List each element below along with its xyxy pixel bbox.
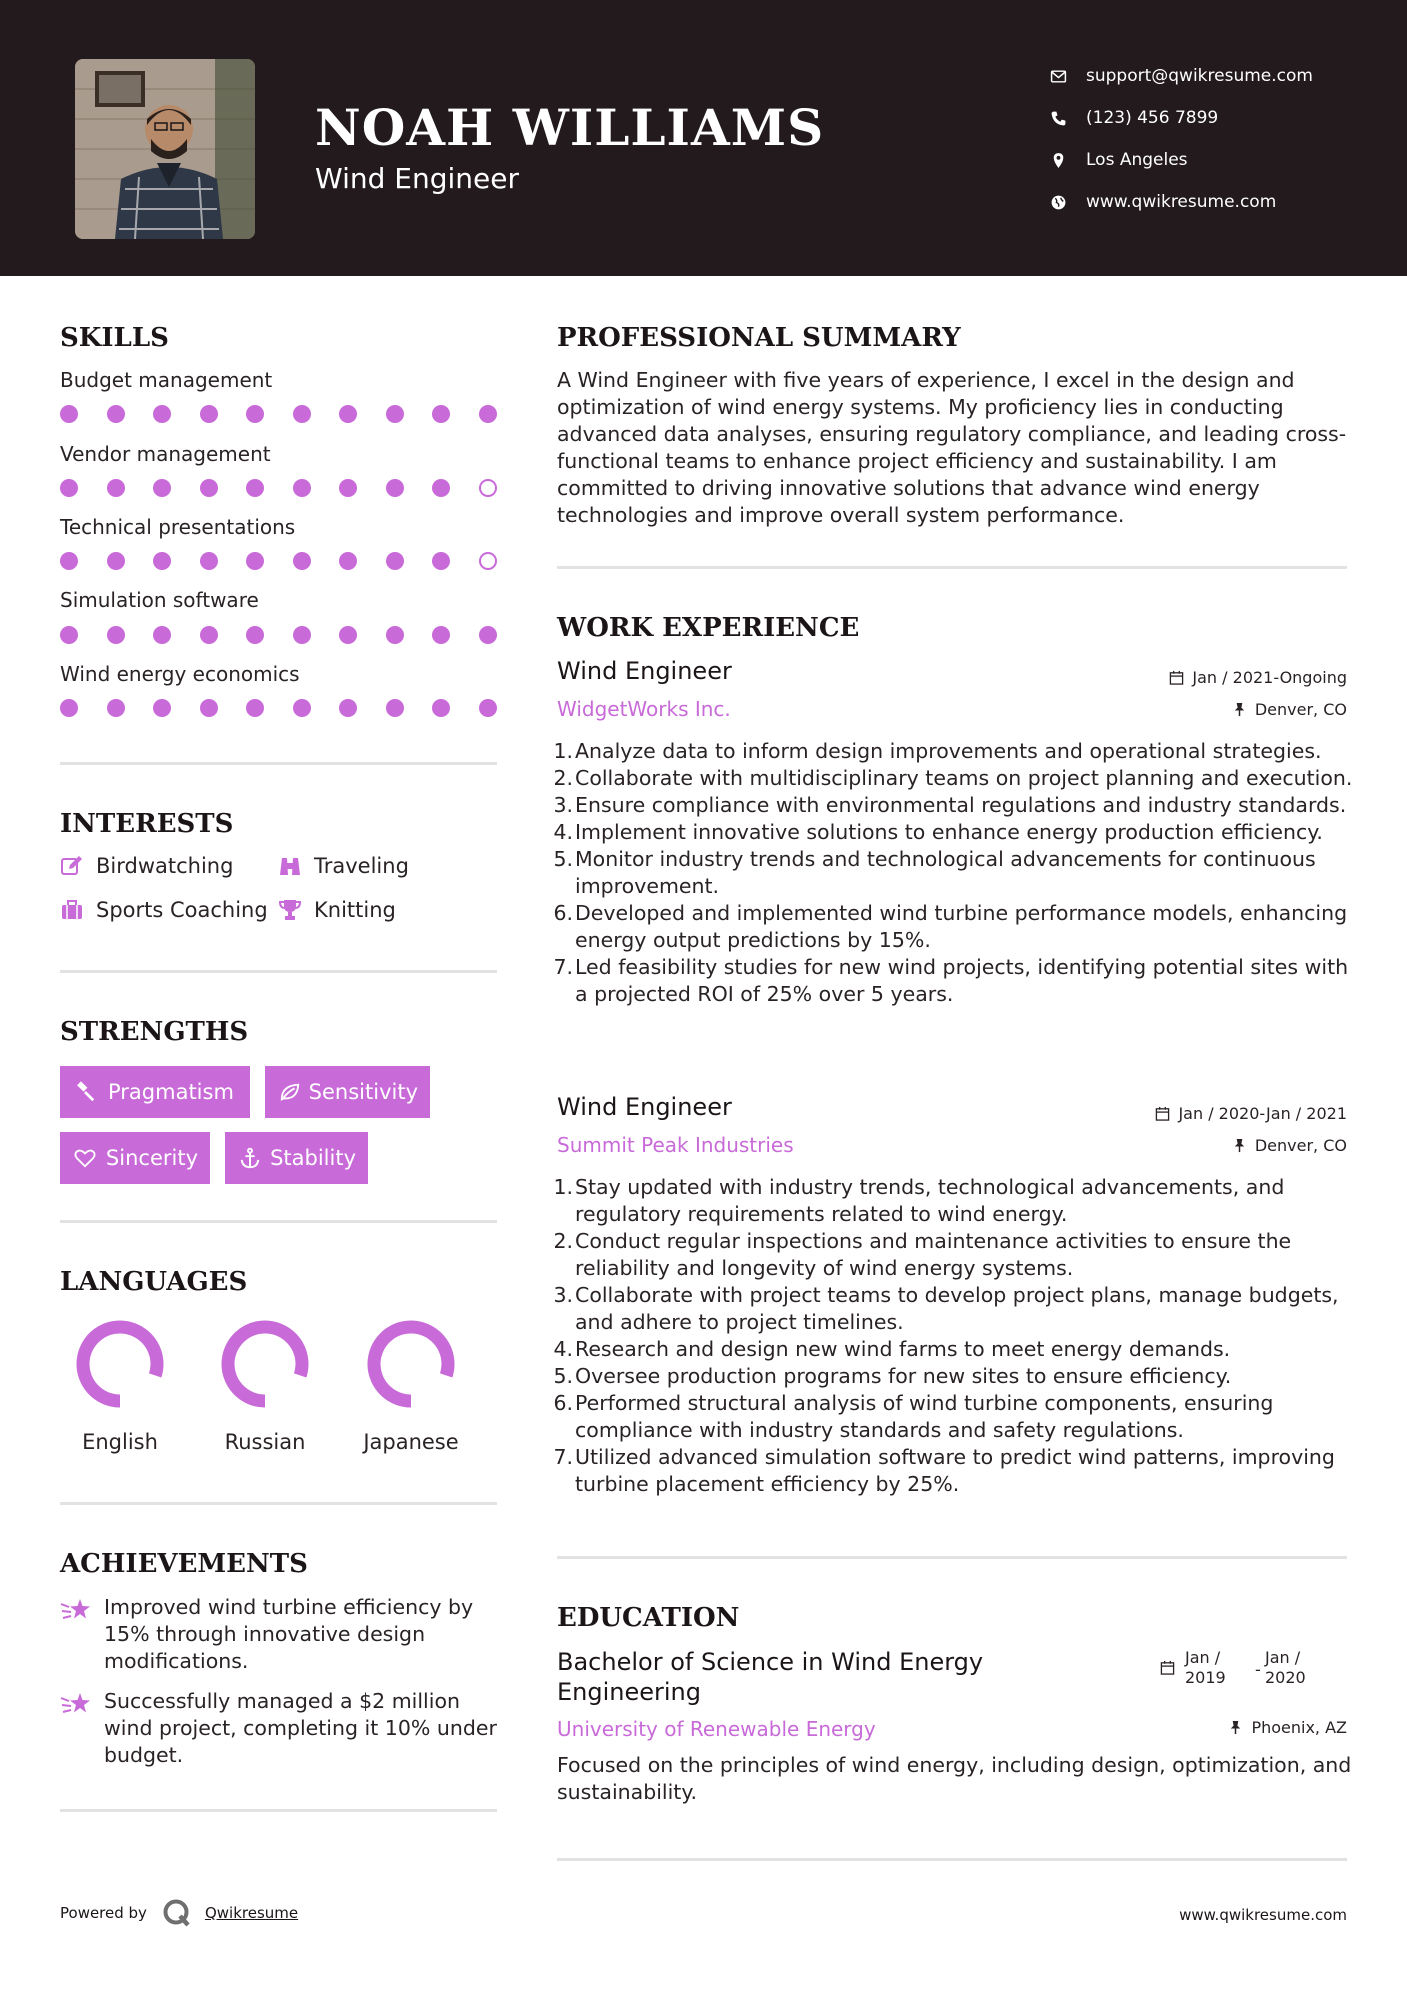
company-name: WidgetWorks Inc.	[557, 697, 731, 721]
rating-dot-filled	[432, 479, 450, 497]
rating-dot-filled	[246, 479, 264, 497]
skill-name: Budget management	[60, 368, 273, 392]
strength-label: Stability	[270, 1146, 356, 1170]
rating-dot-filled	[339, 626, 357, 644]
pushpin-icon	[1232, 1138, 1247, 1153]
strengths-title: STRENGTHS	[60, 1017, 249, 1047]
job-date-text: Jan / 2021-Ongoing	[1192, 668, 1347, 687]
powered-by-label: Powered by	[60, 1904, 147, 1922]
rating-dot-filled	[339, 479, 357, 497]
rating-dot-filled	[200, 405, 218, 423]
education-description: Focused on the principles of wind energy, including design, optimization, and sustainability.	[557, 1753, 1352, 1804]
rating-dot-filled	[432, 699, 450, 717]
rating-dot-filled	[432, 626, 450, 644]
achievement-item	[60, 1688, 500, 1769]
education-date-start: Jan / 2019	[1185, 1648, 1226, 1687]
interest-label: Knitting	[314, 898, 396, 922]
job-bullet: 4. Implement innovative solutions to enhance energy production efficiency.	[553, 820, 1323, 844]
interests-title: INTERESTS	[60, 809, 234, 839]
rating-dot-empty	[479, 479, 497, 497]
job-bullet: 1. Analyze data to inform design improvements and operational strategies.	[553, 739, 1322, 763]
rating-dot-filled	[60, 479, 78, 497]
rating-dot-filled	[432, 405, 450, 423]
rating-dot-filled	[479, 405, 497, 423]
skill-rating	[60, 405, 500, 425]
education-date-end: Jan / 2020	[1265, 1648, 1306, 1687]
strength-label: Sensitivity	[308, 1080, 418, 1104]
pushpin-icon	[1228, 1720, 1243, 1735]
job-bullet: 1. Stay updated with industry trends, technological advancements, and regulatory requirements related to wind energy.	[553, 1175, 1285, 1226]
section-divider	[557, 1858, 1347, 1861]
binoculars-icon	[278, 853, 314, 879]
job-bullet: 7. Utilized advanced simulation software to predict wind patterns, improving turbine placement efficiency by 25%.	[553, 1445, 1335, 1496]
language-name: English	[82, 1430, 158, 1454]
language-item	[346, 1316, 476, 1454]
rating-dot-filled	[200, 699, 218, 717]
contact-location	[1050, 139, 1370, 181]
rating-dot-filled	[386, 479, 404, 497]
experience-title: WORK EXPERIENCE	[557, 613, 860, 643]
achievements-title: ACHIEVEMENTS	[60, 1549, 308, 1579]
phone-icon	[1050, 108, 1086, 128]
job-bullet: 2. Collaborate with multidisciplinary teams on project planning and execution.	[553, 766, 1353, 790]
contact-email-text: support@qwikresume.com	[1086, 66, 1313, 86]
section-divider	[60, 762, 497, 765]
rating-dot-filled	[200, 626, 218, 644]
rating-dot-filled	[293, 479, 311, 497]
education-location-text: Phoenix, AZ	[1251, 1718, 1347, 1737]
qwikresume-link[interactable]: Qwikresume	[204, 1904, 299, 1922]
resume-header	[0, 0, 1407, 276]
interest-item	[278, 853, 409, 879]
language-item	[200, 1316, 330, 1454]
pushpin-icon	[1232, 702, 1247, 717]
job-bullet: 6. Performed structural analysis of wind turbine components, ensuring compliance with industry standards and safety regulations.	[553, 1391, 1274, 1442]
rating-dot-filled	[60, 699, 78, 717]
job-bullet: 5. Monitor industry trends and technological advancements for continuous improvement.	[553, 847, 1316, 898]
map-pin-icon	[1050, 150, 1086, 170]
shooting-star-icon	[60, 1688, 104, 1769]
rating-dot-filled	[246, 626, 264, 644]
rating-dot-filled	[386, 626, 404, 644]
rating-dot-filled	[479, 626, 497, 644]
job-title: Wind Engineer	[557, 657, 732, 685]
contact-location-text: Los Angeles	[1086, 150, 1188, 170]
candidate-role: Wind Engineer	[315, 162, 519, 195]
rating-dot-filled	[107, 405, 125, 423]
calendar-icon	[1169, 670, 1184, 685]
language-ring	[363, 1316, 459, 1412]
language-ring	[217, 1316, 313, 1412]
job-location-text: Denver, CO	[1254, 700, 1347, 719]
skill-rating	[60, 479, 500, 499]
job-bullet: 2. Conduct regular inspections and maintenance activities to ensure the reliability and longevity of wind energy systems.	[553, 1229, 1292, 1280]
briefcase-icon	[60, 897, 96, 923]
language-name: Japanese	[363, 1430, 459, 1454]
envelope-icon	[1050, 66, 1086, 86]
job-bullet: 3. Collaborate with project teams to develop project plans, manage budgets, and adhere to project timelines.	[553, 1283, 1339, 1334]
rating-dot-filled	[60, 626, 78, 644]
interest-label: Birdwatching	[96, 854, 234, 878]
education-location	[1228, 1718, 1347, 1737]
section-divider	[60, 1220, 497, 1223]
achievement-item	[60, 1594, 500, 1675]
contact-website[interactable]	[1050, 181, 1370, 223]
heart-icon	[74, 1145, 106, 1171]
candidate-name: NOAH WILLIAMS	[315, 98, 825, 157]
contact-email[interactable]	[1050, 55, 1370, 97]
interest-label: Sports Coaching	[96, 898, 268, 922]
globe-icon	[1050, 192, 1086, 212]
skill-name: Simulation software	[60, 588, 259, 612]
job-bullets	[553, 1174, 1357, 1498]
rating-dot-filled	[153, 699, 171, 717]
footer-website[interactable]: www.qwikresume.com	[1179, 1906, 1347, 1924]
company-name: Summit Peak Industries	[557, 1133, 794, 1157]
section-divider	[60, 1502, 497, 1505]
interest-item	[278, 897, 396, 923]
job-bullet: 5. Oversee production programs for new sites to ensure efficiency.	[553, 1364, 1232, 1388]
calendar-icon	[1155, 1106, 1170, 1121]
strength-tag	[60, 1066, 250, 1118]
rating-dot-filled	[386, 699, 404, 717]
rating-dot-filled	[107, 552, 125, 570]
rating-dot-filled	[200, 479, 218, 497]
skill-name: Technical presentations	[60, 515, 296, 539]
qwikresume-logo-icon	[161, 1897, 193, 1929]
job-bullet: 3. Ensure compliance with environmental regulations and industry standards.	[553, 793, 1347, 817]
shooting-star-icon	[60, 1594, 104, 1675]
leaf-icon	[279, 1079, 309, 1105]
education-title: EDUCATION	[557, 1603, 740, 1633]
skill-rating	[60, 626, 500, 646]
rating-dot-filled	[339, 405, 357, 423]
school-name: University of Renewable Energy	[557, 1717, 876, 1741]
job-bullet: 6. Developed and implemented wind turbine performance models, enhancing energy output predictions by 15%.	[553, 901, 1348, 952]
job-location	[1232, 700, 1347, 719]
languages-title: LANGUAGES	[60, 1267, 248, 1297]
rating-dot-filled	[432, 552, 450, 570]
trophy-icon	[278, 897, 314, 923]
job-bullet: 4. Research and design new wind farms to meet energy demands.	[553, 1337, 1231, 1361]
rating-dot-filled	[60, 405, 78, 423]
strength-tag	[60, 1132, 210, 1184]
rating-dot-filled	[293, 552, 311, 570]
rating-dot-filled	[246, 552, 264, 570]
education-date	[1160, 1648, 1306, 1688]
strength-tag	[265, 1066, 430, 1118]
job-title: Wind Engineer	[557, 1093, 732, 1121]
rating-dot-filled	[153, 405, 171, 423]
rating-dot-filled	[293, 699, 311, 717]
rating-dot-filled	[153, 626, 171, 644]
rating-dot-filled	[293, 626, 311, 644]
rating-dot-empty	[479, 552, 497, 570]
job-bullet: 7. Led feasibility studies for new wind projects, identifying potential sites with a projected ROI of 25% over 5 years.	[553, 955, 1349, 1006]
anchor-icon	[239, 1145, 270, 1171]
skill-name: Vendor management	[60, 442, 271, 466]
interest-label: Traveling	[314, 854, 409, 878]
achievement-text: Successfully managed a $2 million wind project, completing it 10% under budget.	[104, 1689, 497, 1767]
job-date	[1155, 1104, 1347, 1123]
rating-dot-filled	[107, 479, 125, 497]
language-ring	[72, 1316, 168, 1412]
rating-dot-filled	[479, 699, 497, 717]
education-degree: Bachelor of Science in Wind Energy Engineering	[557, 1648, 984, 1706]
rating-dot-filled	[386, 405, 404, 423]
gavel-icon	[74, 1079, 108, 1105]
section-divider	[557, 566, 1347, 569]
rating-dot-filled	[386, 552, 404, 570]
summary-title: PROFESSIONAL SUMMARY	[557, 323, 961, 353]
rating-dot-filled	[339, 552, 357, 570]
contact-website-text: www.qwikresume.com	[1086, 192, 1277, 212]
section-divider	[60, 970, 497, 973]
profile-photo	[75, 59, 255, 239]
language-name: Russian	[224, 1430, 306, 1454]
interest-item	[60, 897, 268, 923]
edit-icon	[60, 853, 96, 879]
job-location-text: Denver, CO	[1254, 1136, 1347, 1155]
footer-powered-by	[60, 1897, 298, 1929]
interest-item	[60, 853, 233, 879]
skill-rating	[60, 699, 500, 719]
strength-label: Sincerity	[105, 1146, 198, 1170]
summary-text: A Wind Engineer with five years of experience, I excel in the design and optimization of wind energy systems. My proficiency lies in conducting advanced data analyses, ensuring regulatory compliance, and leading cross-functional teams to enhance project efficiency and sustainability. I am committed to driving innovative solutions that advance wind energy technologies and improve overall system performance.	[557, 368, 1347, 527]
rating-dot-filled	[339, 699, 357, 717]
rating-dot-filled	[246, 405, 264, 423]
calendar-icon	[1160, 1660, 1175, 1675]
skill-name: Wind energy economics	[60, 662, 300, 686]
rating-dot-filled	[153, 479, 171, 497]
rating-dot-filled	[107, 699, 125, 717]
contact-phone-text: (123) 456 7899	[1086, 108, 1219, 128]
section-divider	[557, 1556, 1347, 1559]
strength-label: Pragmatism	[108, 1080, 234, 1104]
job-bullets	[553, 738, 1357, 1008]
skills-title: SKILLS	[60, 323, 169, 353]
section-divider	[60, 1809, 497, 1812]
rating-dot-filled	[153, 552, 171, 570]
job-location	[1232, 1136, 1347, 1155]
rating-dot-filled	[107, 626, 125, 644]
skill-rating	[60, 552, 500, 572]
rating-dot-filled	[200, 552, 218, 570]
rating-dot-filled	[246, 699, 264, 717]
rating-dot-filled	[293, 405, 311, 423]
language-item	[55, 1316, 185, 1454]
contact-list	[1050, 55, 1370, 223]
contact-phone[interactable]	[1050, 97, 1370, 139]
strength-tag	[225, 1132, 368, 1184]
job-date-text: Jan / 2020-Jan / 2021	[1178, 1104, 1347, 1123]
rating-dot-filled	[60, 552, 78, 570]
achievement-text: Improved wind turbine efficiency by 15% through innovative design modifications.	[104, 1595, 474, 1673]
job-date	[1169, 668, 1347, 687]
education-date-dash: -	[1255, 1660, 1261, 1679]
